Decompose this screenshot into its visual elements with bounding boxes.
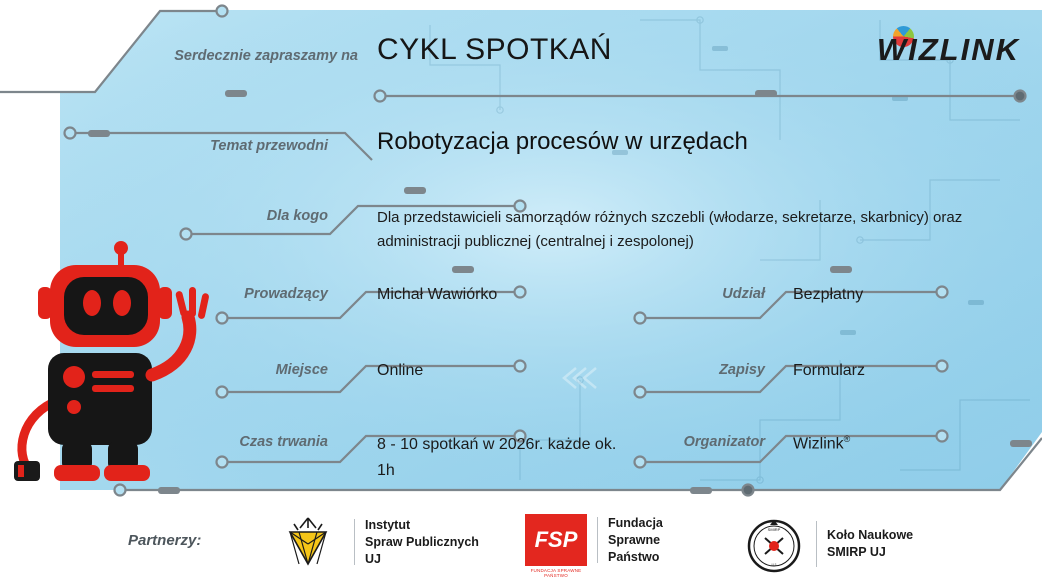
row-value-czas-trwania: 8 - 10 spotkań w 2026r. każde ok. 1h xyxy=(377,436,617,479)
partner-item xyxy=(272,514,479,570)
row-label-czas-trwania: Czas trwania xyxy=(239,434,328,450)
partner-name-line: Spraw Publicznych xyxy=(365,534,479,549)
row-value-organizator xyxy=(793,434,850,453)
row-label-miejsce: Miejsce xyxy=(275,362,328,378)
invitation-label: Serdecznie zapraszamy na xyxy=(174,48,358,64)
row-value-prowadzacy: Michał Wawiórko xyxy=(377,286,498,303)
page-title: CYKL SPOTKAŃ xyxy=(377,33,612,66)
row-label-zapisy: Zapisy xyxy=(719,362,765,378)
organizer-superscript: ® xyxy=(843,434,851,444)
partners-label: Partnerzy: xyxy=(128,532,202,549)
partner-name xyxy=(365,517,479,568)
partner-name-line: UJ xyxy=(365,551,381,566)
partner-name xyxy=(827,527,913,561)
wizlink-wordmark: WIZLINK xyxy=(876,32,1020,67)
partner-name-line: Fundacja xyxy=(608,515,663,530)
partner-divider xyxy=(354,519,355,565)
partner-divider xyxy=(816,521,817,567)
partner-name-line: SMIRP UJ xyxy=(827,545,886,559)
row-value-udzial: Bezpłatny xyxy=(793,286,864,303)
fsp-logo xyxy=(525,514,587,578)
wizlink-logo xyxy=(877,32,1020,68)
fsp-logo-caption: FUNDACJA SPRAWNE PAŃSTWO xyxy=(530,568,582,578)
svg-text:UJ: UJ xyxy=(771,562,777,567)
row-label-temat: Temat przewodni xyxy=(210,138,328,154)
partner-name-line: Instytut xyxy=(365,517,411,532)
row-label-organizator: Organizator xyxy=(683,434,765,450)
partner-name-line: Sprawne xyxy=(608,532,661,547)
row-label-udzial: Udział xyxy=(722,286,765,302)
svg-text:SMIRP: SMIRP xyxy=(767,527,781,532)
diamond-icon xyxy=(272,514,344,570)
partner-divider xyxy=(597,517,598,563)
row-value-miejsce: Online xyxy=(377,362,424,379)
organizer-name: Wizlink xyxy=(793,435,844,453)
robot-mascot-icon xyxy=(8,225,228,490)
fsp-logo-text: FSP xyxy=(534,527,578,552)
row-value-temat: Robotyzacja procesów w urzędach xyxy=(377,128,748,155)
emblem-icon xyxy=(742,514,806,574)
partner-item xyxy=(742,514,913,574)
partner-item xyxy=(525,514,663,578)
partner-name-line: Koło Naukowe xyxy=(827,528,914,542)
row-value-zapisy[interactable]: Formularz xyxy=(793,362,866,379)
footer-partners xyxy=(0,500,1042,586)
row-label-prowadzacy: Prowadzący xyxy=(244,286,328,302)
partner-name-line: Państwo xyxy=(608,549,660,564)
row-value-dla-kogo: Dla przedstawicieli samorządów różnych szczebli (włodarze, sekretarze, skarbnicy) oraz administracji publicznej (centralnej i zespolonej) xyxy=(377,209,963,250)
partner-name xyxy=(608,515,663,566)
row-label-dla-kogo: Dla kogo xyxy=(266,208,328,224)
